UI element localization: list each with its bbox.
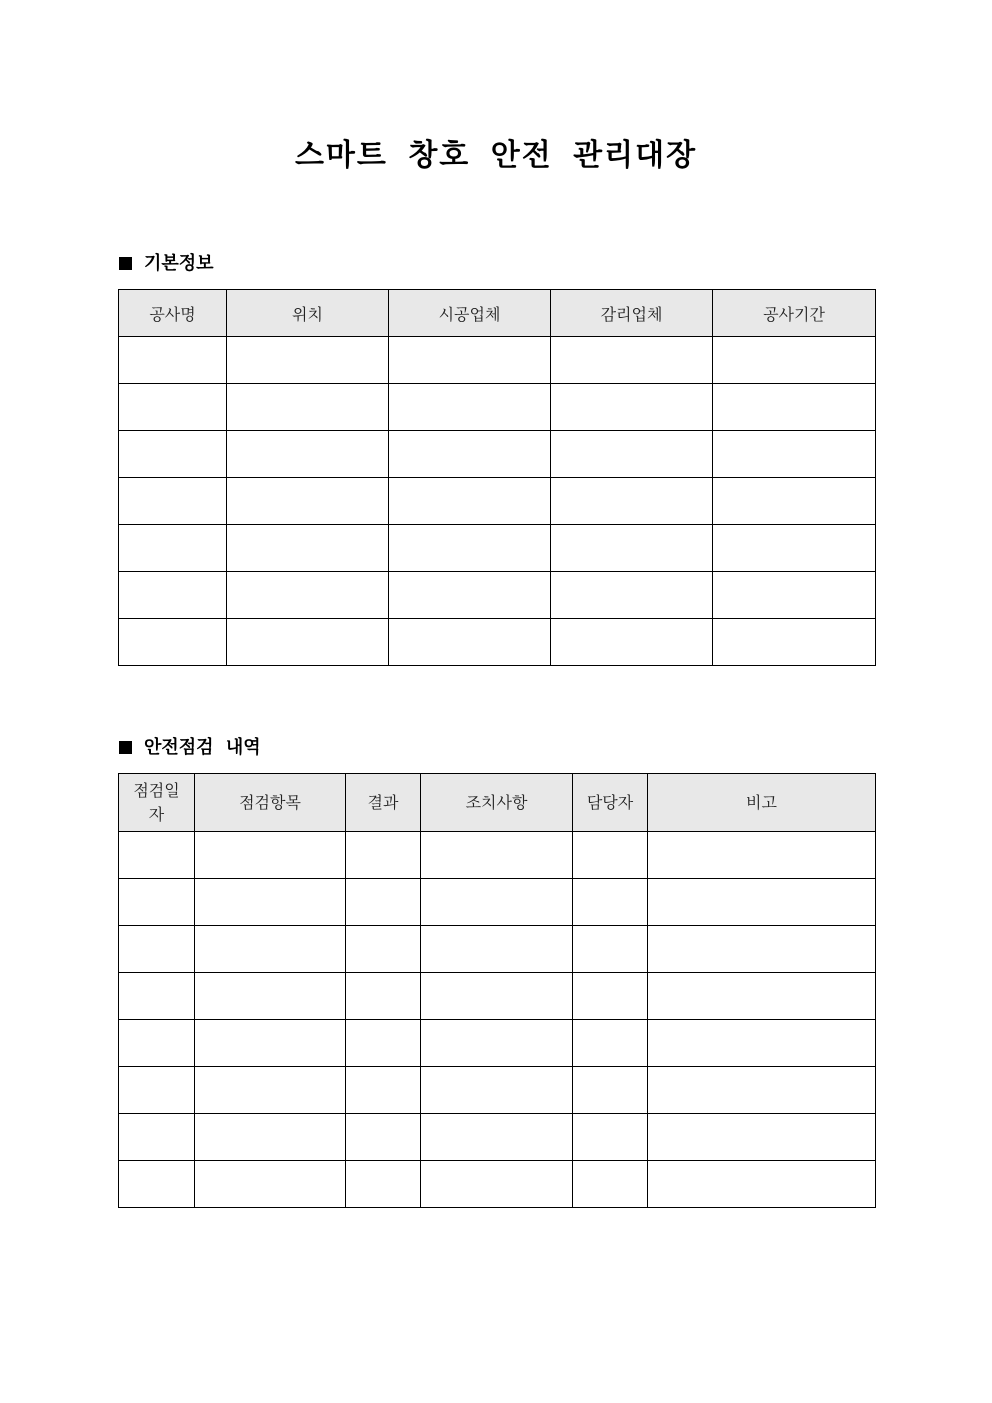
table-cell[interactable] <box>551 525 713 572</box>
basic-info-table <box>118 289 876 666</box>
column-header-period: 공사기간 <box>713 290 876 337</box>
table-cell[interactable] <box>713 572 876 619</box>
table-cell[interactable] <box>389 384 551 431</box>
table-row <box>119 973 876 1020</box>
table-cell[interactable] <box>421 1067 573 1114</box>
table-cell[interactable] <box>648 1161 876 1208</box>
table-cell[interactable] <box>551 431 713 478</box>
table-cell[interactable] <box>648 926 876 973</box>
table-cell[interactable] <box>573 926 648 973</box>
table-cell[interactable] <box>195 1067 346 1114</box>
column-header-remarks: 비고 <box>648 774 876 832</box>
table-cell[interactable] <box>389 337 551 384</box>
table-cell[interactable] <box>389 431 551 478</box>
table-row <box>119 1161 876 1208</box>
inspection-heading <box>119 736 261 760</box>
table-cell[interactable] <box>389 572 551 619</box>
table-cell[interactable] <box>573 832 648 879</box>
table-cell[interactable] <box>227 431 389 478</box>
table-cell[interactable] <box>421 926 573 973</box>
table-cell[interactable] <box>648 879 876 926</box>
table-cell[interactable] <box>119 879 195 926</box>
table-cell[interactable] <box>119 478 227 525</box>
table-cell[interactable] <box>195 1161 346 1208</box>
table-cell[interactable] <box>421 832 573 879</box>
table-cell[interactable] <box>648 832 876 879</box>
table-row <box>119 1114 876 1161</box>
table-row <box>119 1067 876 1114</box>
table-cell[interactable] <box>551 619 713 666</box>
table-cell[interactable] <box>195 879 346 926</box>
table-cell[interactable] <box>119 1114 195 1161</box>
table-cell[interactable] <box>421 973 573 1020</box>
table-row <box>119 478 876 525</box>
table-cell[interactable] <box>573 1114 648 1161</box>
table-cell[interactable] <box>227 525 389 572</box>
table-cell[interactable] <box>195 926 346 973</box>
table-cell[interactable] <box>195 973 346 1020</box>
table-cell[interactable] <box>421 1161 573 1208</box>
table-cell[interactable] <box>713 337 876 384</box>
table-cell[interactable] <box>421 879 573 926</box>
basic-info-body <box>119 337 876 666</box>
table-cell[interactable] <box>648 1067 876 1114</box>
table-cell[interactable] <box>227 619 389 666</box>
table-row <box>119 879 876 926</box>
table-cell[interactable] <box>551 572 713 619</box>
table-cell[interactable] <box>119 832 195 879</box>
table-cell[interactable] <box>573 1067 648 1114</box>
table-row <box>119 832 876 879</box>
table-cell[interactable] <box>346 926 421 973</box>
table-row <box>119 572 876 619</box>
table-cell[interactable] <box>551 478 713 525</box>
table-cell[interactable] <box>346 1020 421 1067</box>
inspection-body <box>119 832 876 1208</box>
table-cell[interactable] <box>119 1161 195 1208</box>
document-title: 스마트 창호 안전 관리대장 <box>294 138 698 173</box>
table-cell[interactable] <box>119 431 227 478</box>
table-cell[interactable] <box>119 1020 195 1067</box>
column-header-inspection-item: 점검항목 <box>195 774 346 832</box>
basic-info-heading <box>119 252 214 276</box>
table-row <box>119 525 876 572</box>
table-cell[interactable] <box>648 1114 876 1161</box>
column-header-result: 결과 <box>346 774 421 832</box>
table-cell[interactable] <box>573 1020 648 1067</box>
column-header-supervisor: 감리업체 <box>551 290 713 337</box>
column-header-action-taken: 조치사항 <box>421 774 573 832</box>
table-cell[interactable] <box>119 572 227 619</box>
table-cell[interactable] <box>648 1020 876 1067</box>
table-cell[interactable] <box>648 973 876 1020</box>
table-cell[interactable] <box>227 478 389 525</box>
table-row <box>119 431 876 478</box>
table-cell[interactable] <box>119 337 227 384</box>
table-row <box>119 1020 876 1067</box>
square-bullet-icon <box>119 257 132 270</box>
table-cell[interactable] <box>573 1161 648 1208</box>
table-row <box>119 926 876 973</box>
table-cell[interactable] <box>119 619 227 666</box>
table-cell[interactable] <box>227 384 389 431</box>
table-row <box>119 337 876 384</box>
table-cell[interactable] <box>713 525 876 572</box>
table-cell[interactable] <box>713 384 876 431</box>
table-cell[interactable] <box>195 1020 346 1067</box>
table-cell[interactable] <box>227 337 389 384</box>
table-cell[interactable] <box>573 879 648 926</box>
table-cell[interactable] <box>119 384 227 431</box>
table-cell[interactable] <box>119 926 195 973</box>
table-cell[interactable] <box>119 1067 195 1114</box>
table-cell[interactable] <box>551 337 713 384</box>
basic-info-heading-label: 기본정보 <box>144 253 214 274</box>
table-cell[interactable] <box>119 525 227 572</box>
column-header-location: 위치 <box>227 290 389 337</box>
column-header-inspection-date: 점검일자 <box>119 774 195 832</box>
table-cell[interactable] <box>346 879 421 926</box>
table-cell[interactable] <box>389 525 551 572</box>
table-cell[interactable] <box>713 431 876 478</box>
table-cell[interactable] <box>346 1161 421 1208</box>
column-header-person-in-charge: 담당자 <box>573 774 648 832</box>
table-cell[interactable] <box>713 478 876 525</box>
table-cell[interactable] <box>551 384 713 431</box>
table-cell[interactable] <box>346 973 421 1020</box>
square-bullet-icon <box>119 741 132 754</box>
table-cell[interactable] <box>119 973 195 1020</box>
inspection-table <box>118 773 876 1208</box>
inspection-heading-label: 안전점검 내역 <box>144 737 261 758</box>
table-row <box>119 384 876 431</box>
table-cell[interactable] <box>389 619 551 666</box>
table-row <box>119 619 876 666</box>
table-cell[interactable] <box>227 572 389 619</box>
table-cell[interactable] <box>346 1114 421 1161</box>
table-cell[interactable] <box>195 832 346 879</box>
inspection-header-row <box>119 774 876 832</box>
table-cell[interactable] <box>421 1020 573 1067</box>
table-cell[interactable] <box>573 973 648 1020</box>
table-cell[interactable] <box>346 1067 421 1114</box>
table-cell[interactable] <box>421 1114 573 1161</box>
column-header-contractor: 시공업체 <box>389 290 551 337</box>
table-cell[interactable] <box>713 619 876 666</box>
table-cell[interactable] <box>195 1114 346 1161</box>
table-cell[interactable] <box>346 832 421 879</box>
basic-info-header-row <box>119 290 876 337</box>
table-cell[interactable] <box>389 478 551 525</box>
column-header-project-name: 공사명 <box>119 290 227 337</box>
